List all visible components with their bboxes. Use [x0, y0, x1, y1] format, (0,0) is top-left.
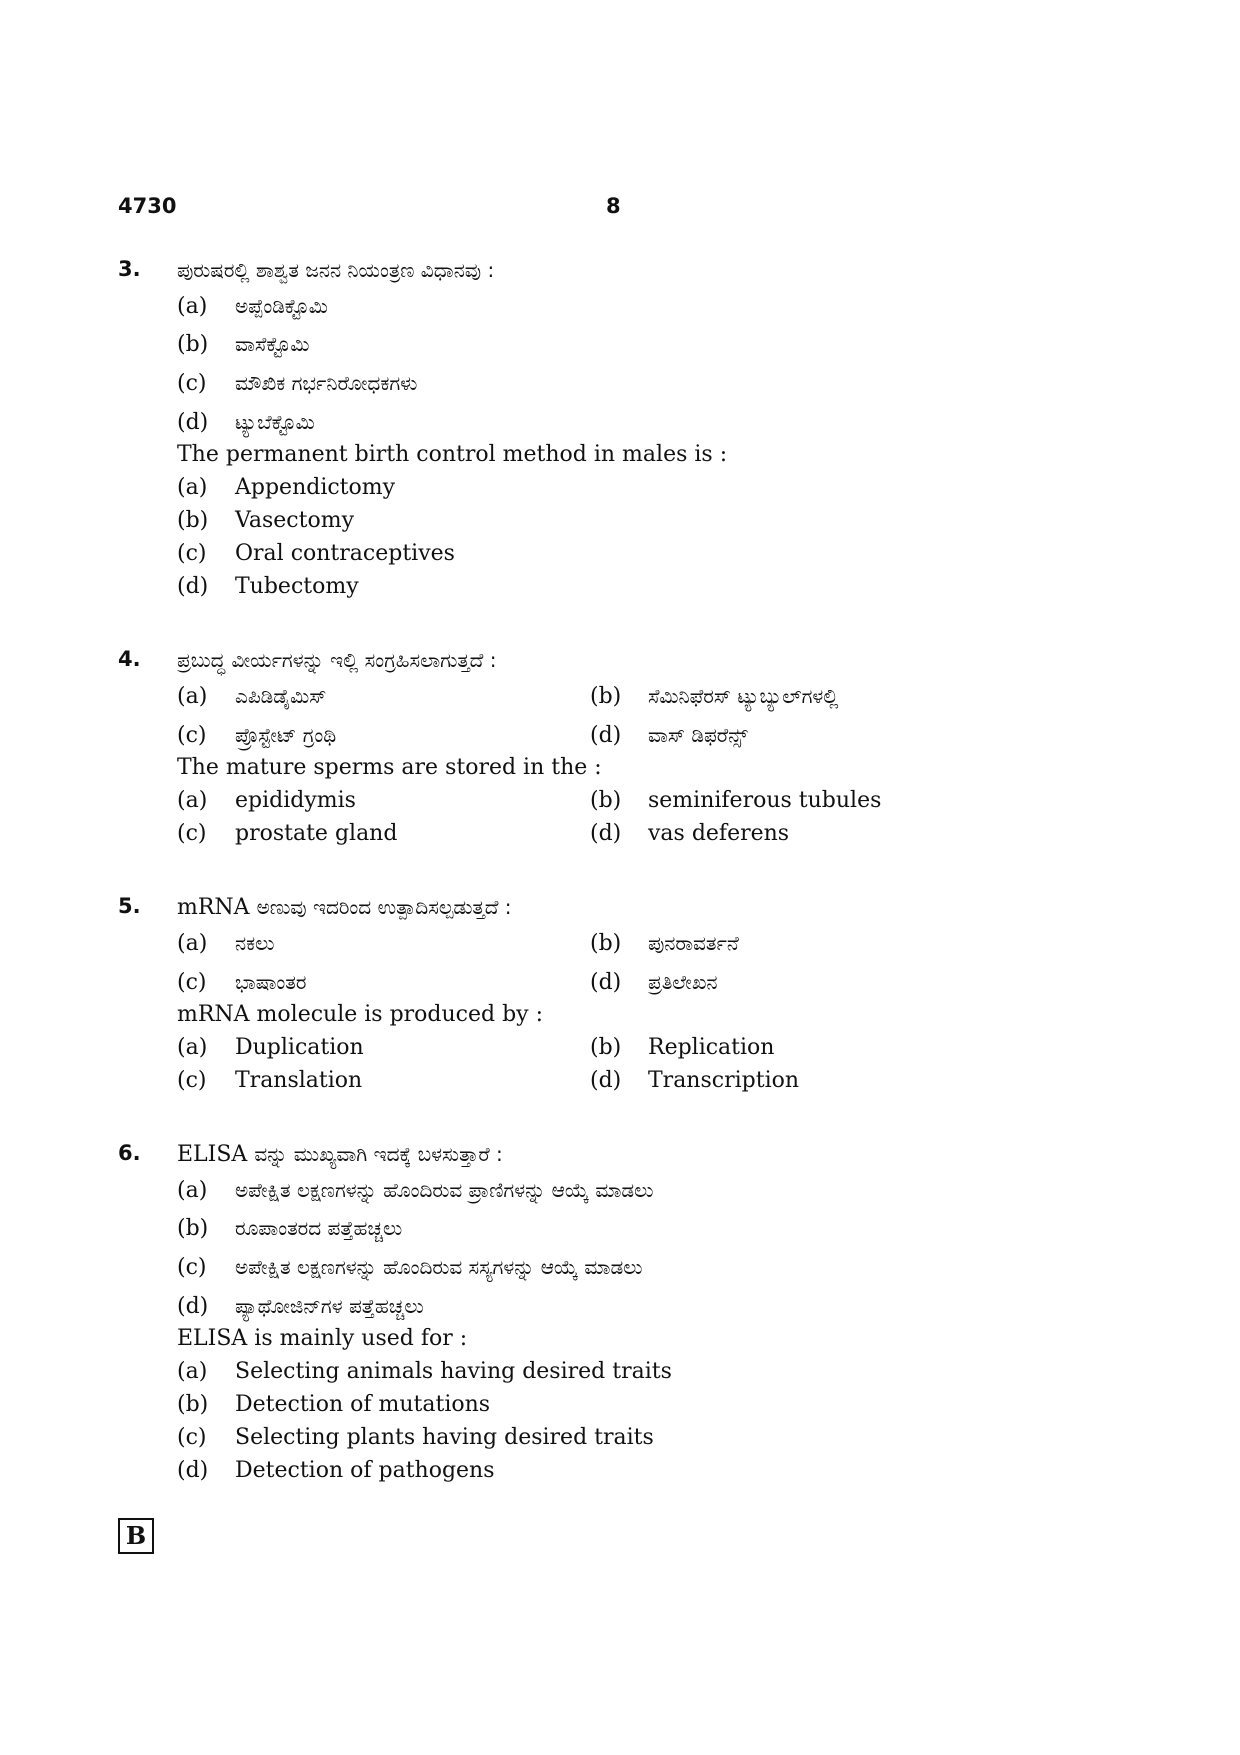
stem-text: ಅಣುವು ಇದರಿಂದ ಉತ್ಪಾದಿಸಲ್ಪಡುತ್ತದೆ :	[256, 895, 512, 919]
question-number: 4.	[118, 647, 141, 671]
english-option-c: (c) prostate gland	[177, 821, 398, 846]
kannada-option-d: (d) ಟ್ಯುಬೆಕ್ಟೊಮಿ	[177, 410, 315, 435]
kannada-stem	[177, 1140, 503, 1169]
paper-code: 4730	[118, 194, 177, 218]
english-option-a: (a) epididymis	[177, 788, 356, 813]
kannada-option-c: (c) ಅಪೇಕ್ಷಿತ ಲಕ್ಷಣಗಳನ್ನು ಹೊಂದಿರುವ ಸಸ್ಯಗಳನ್ನು ಆಯ್ಕೆ ಮಾಡಲು	[177, 1255, 643, 1280]
kannada-option-b: (b) ವಾಸೆಕ್ಟೊಮಿ	[177, 332, 310, 357]
english-option-d: (d) Tubectomy	[177, 574, 359, 599]
page-number: 8	[606, 194, 621, 218]
english-option-d: (d) Detection of pathogens	[177, 1458, 495, 1483]
english-option-b: (b) seminiferous tubules	[590, 788, 882, 813]
kannada-option-c: (c) ಭಾಷಾಂತರ	[177, 970, 307, 995]
kannada-option-d: (d) ಪ್ರತಿಲೇಖನ	[590, 970, 718, 995]
kannada-option-a: (a) ನಕಲು	[177, 931, 275, 956]
english-option-c: (c) Oral contraceptives	[177, 541, 455, 566]
kannada-option-a: (a) ಎಪಿಡಿಡೈಮಿಸ್	[177, 684, 327, 709]
question-number: 5.	[118, 894, 141, 918]
english-option-b: (b) Vasectomy	[177, 508, 354, 533]
english-option-a: (a) Appendictomy	[177, 475, 396, 500]
kannada-option-b: (b) ಪುನರಾವರ್ತನೆ	[590, 931, 739, 956]
question-number: 6.	[118, 1141, 141, 1165]
set-letter-box: B	[118, 1518, 154, 1554]
english-stem: ELISA is mainly used for :	[177, 1326, 468, 1351]
english-option-d: (d) Transcription	[590, 1068, 800, 1093]
kannada-stem: ಪುರುಷರಲ್ಲಿ ಶಾಶ್ವತ ಜನನ ನಿಯಂತ್ರಣ ವಿಧಾನವು :	[177, 258, 495, 282]
english-stem: mRNA molecule is produced by :	[177, 1002, 544, 1027]
stem-prefix: ELISA	[177, 1142, 248, 1167]
english-stem: The permanent birth control method in males is :	[177, 442, 728, 467]
english-stem: The mature sperms are stored in the :	[177, 755, 602, 780]
kannada-option-d: (d) ಪ್ಯಾಥೋಜಿನ್‌ಗಳ ಪತ್ತೆಹಚ್ಚಲು	[177, 1294, 424, 1319]
question-number: 3.	[118, 257, 141, 281]
english-option-d: (d) vas deferens	[590, 821, 790, 846]
kannada-option-c: (c) ಮೌಖಿಕ ಗರ್ಭನಿರೋಧಕಗಳು	[177, 371, 418, 396]
kannada-stem: ಪ್ರಬುದ್ಧ ವೀರ್ಯಗಳನ್ನು ಇಲ್ಲಿ ಸಂಗ್ರಹಿಸಲಾಗುತ್ತದೆ :	[177, 648, 497, 672]
english-option-c: (c) Selecting plants having desired traits	[177, 1425, 654, 1450]
kannada-option-d: (d) ವಾಸ್ ಡಿಫರೆನ್ಸ್	[590, 723, 748, 748]
kannada-stem	[177, 893, 512, 922]
kannada-option-a: (a) ಅಪೇಕ್ಷಿತ ಲಕ್ಷಣಗಳನ್ನು ಹೊಂದಿರುವ ಪ್ರಾಣಿಗಳನ್ನು ಆಯ್ಕೆ ಮಾಡಲು	[177, 1178, 654, 1203]
english-option-c: (c) Translation	[177, 1068, 363, 1093]
kannada-option-c: (c) ಪ್ರೊಸ್ಟೇಟ್ ಗ್ರಂಥಿ	[177, 723, 337, 748]
english-option-b: (b) Replication	[590, 1035, 775, 1060]
kannada-option-a: (a) ಅಪ್ಪೆಂಡಿಕ್ಟೊಮಿ	[177, 294, 328, 319]
kannada-option-b: (b) ಸೆಮಿನಿಫೆರಸ್ ಟ್ಯುಬ್ಯುಲ್‌ಗಳಲ್ಲಿ	[590, 684, 839, 709]
kannada-option-b: (b) ರೂಪಾಂತರದ ಪತ್ತೆಹಚ್ಚಲು	[177, 1216, 403, 1241]
stem-text: ವನ್ನು ಮುಖ್ಯವಾಗಿ ಇದಕ್ಕೆ ಬಳಸುತ್ತಾರೆ :	[254, 1142, 503, 1166]
stem-prefix: mRNA	[177, 895, 250, 920]
english-option-a: (a) Selecting animals having desired traits	[177, 1359, 672, 1384]
english-option-a: (a) Duplication	[177, 1035, 364, 1060]
english-option-b: (b) Detection of mutations	[177, 1392, 491, 1417]
